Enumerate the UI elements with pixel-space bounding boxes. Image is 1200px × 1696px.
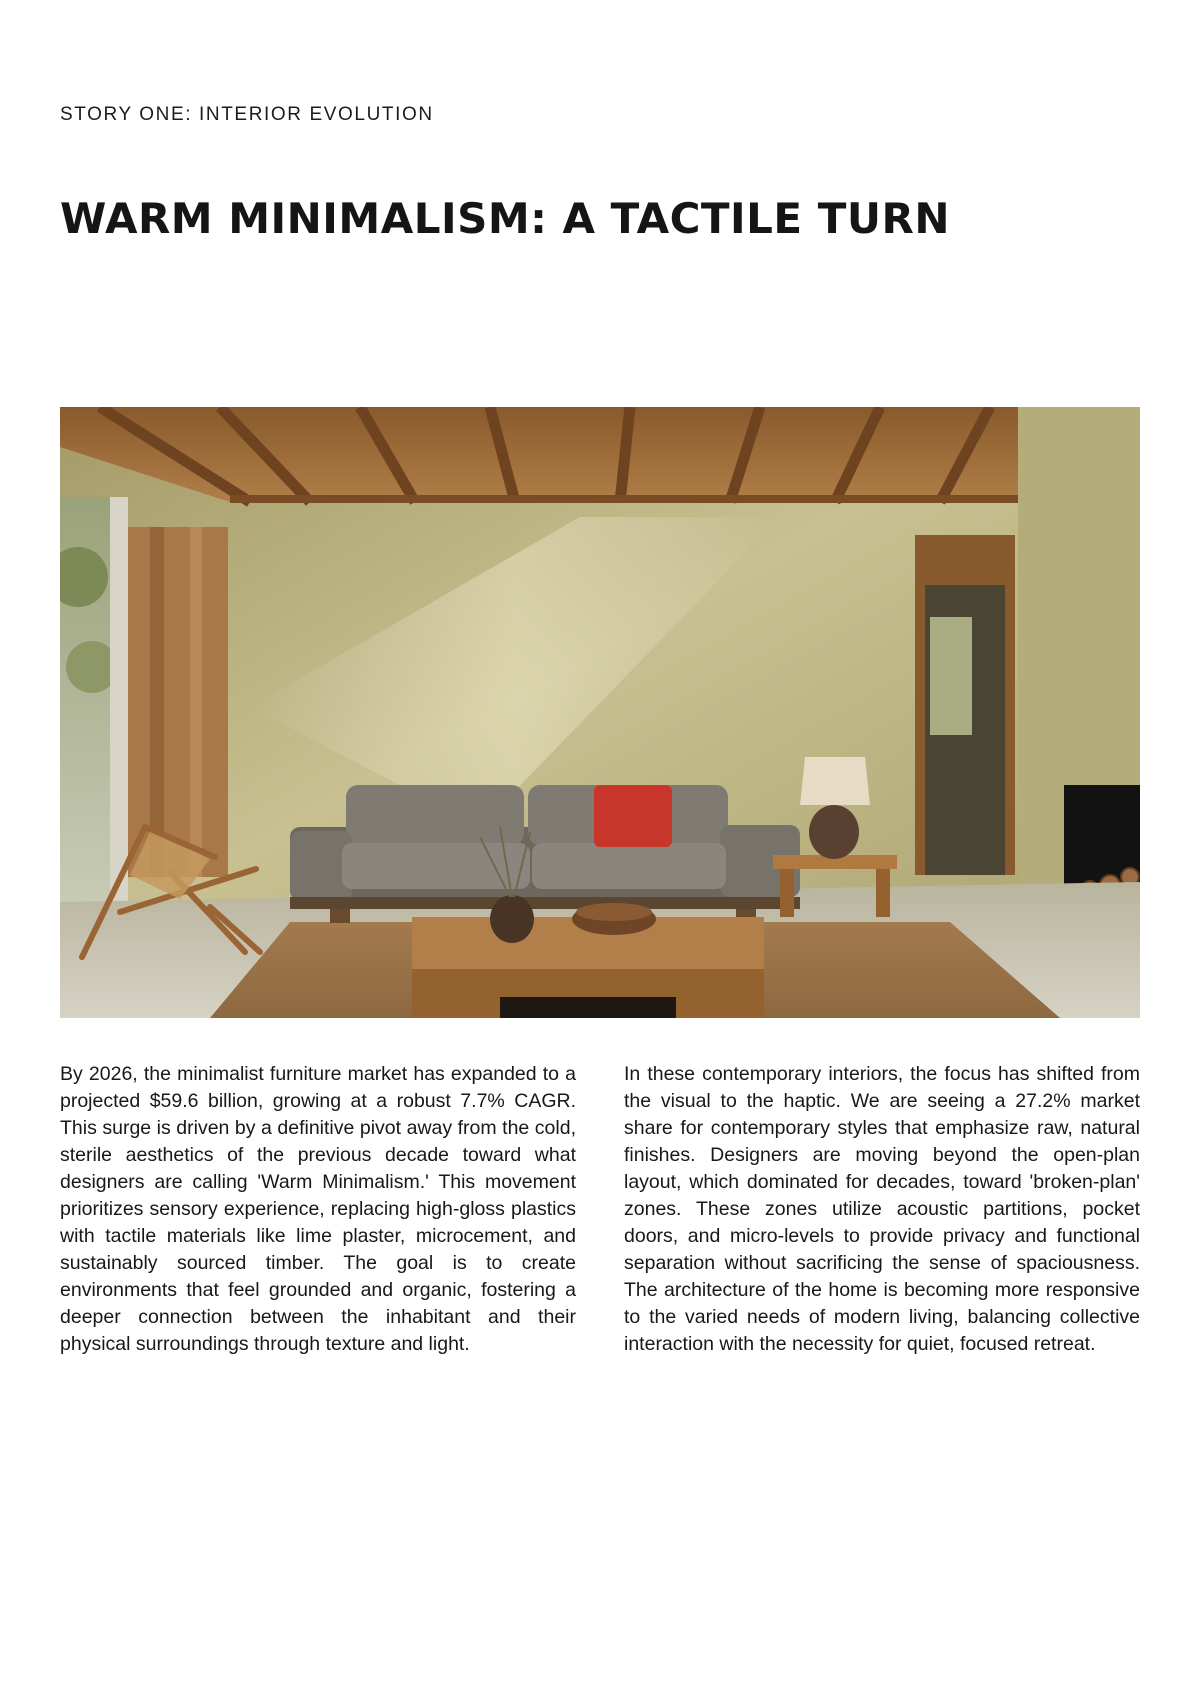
hero-image xyxy=(60,407,1140,1018)
red-cushion xyxy=(594,785,672,847)
body-column-left: By 2026, the minimalist furniture market has expanded to a projected $59.6 billion, growing at a robust 7.7% CAGR. This surge is driven by a definitive pivot away from the cold, sterile aesthetics of the previous decade toward what designers are calling 'Warm Minimalism.' This movement prioritizes sensory experience, replacing high-gloss plastics with tactile materials like lime plaster, microcement, and sustainably sourced timber. The goal is to create environments that feel grounded and organic, fostering a deeper connection between the inhabitant and their physical surroundings through texture and light. xyxy=(60,1063,576,1355)
table-lamp-base xyxy=(809,805,859,859)
timber-panel xyxy=(128,527,228,877)
article-page xyxy=(60,0,1140,1696)
living-room-illustration xyxy=(60,407,1140,1018)
grey-sofa xyxy=(290,785,800,923)
article-headline: WARM MINIMALISM: A TACTILE TURN xyxy=(60,194,950,243)
ceramic-vase xyxy=(490,895,534,943)
story-kicker: STORY ONE: INTERIOR EVOLUTION xyxy=(60,104,434,125)
lamp-shade xyxy=(800,757,870,805)
window-frame xyxy=(110,497,128,917)
body-column-right: In these contemporary interiors, the focus has shifted from the visual to the haptic. We are seeing a 27.2% market share for contemporary styles that emphasize raw, natural finishes. Designers are moving beyond the open-plan layout, which dominated for decades, toward 'broken-plan' zones. These zones utilize acoustic partitions, pocket doors, and micro-levels to provide privacy and functional separation without sacrificing the sense of spaciousness. The architecture of the home is becoming more responsive to the varied needs of modern living, balancing collective interaction with the necessity for quiet, focused retreat. xyxy=(624,1063,1140,1355)
ceiling-edge xyxy=(230,495,1020,503)
hall-window xyxy=(930,617,972,735)
